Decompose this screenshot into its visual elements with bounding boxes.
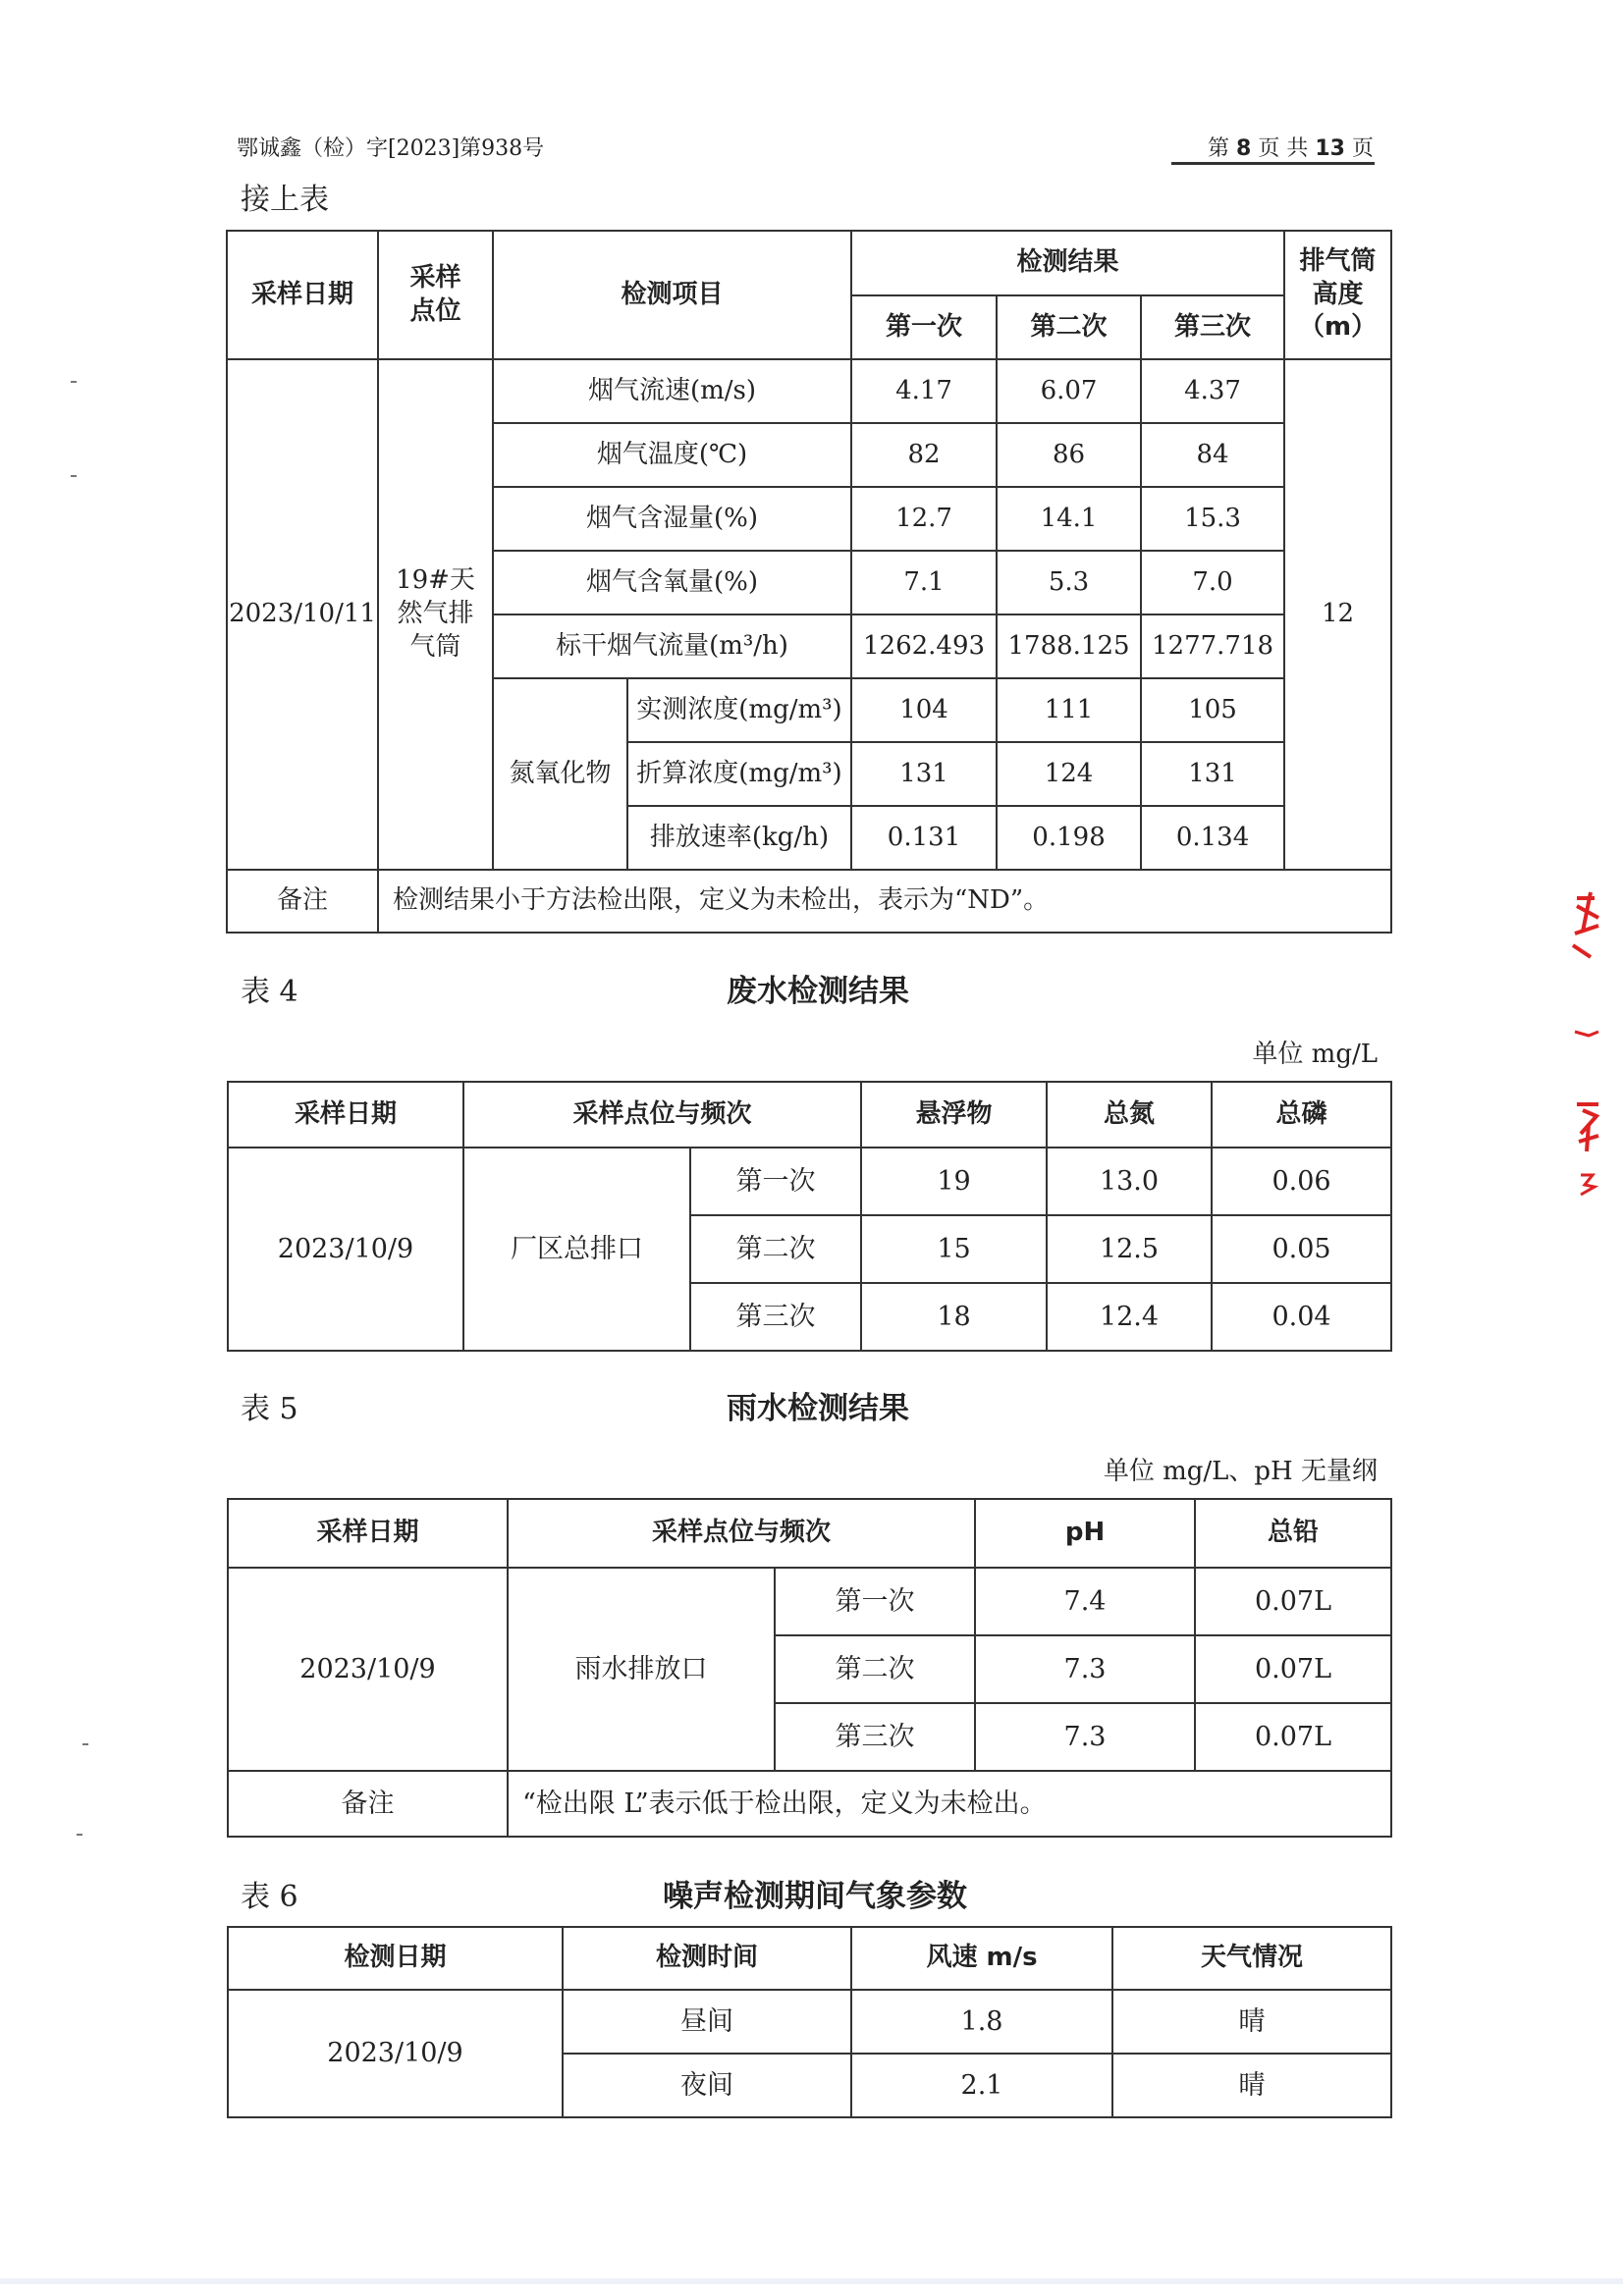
remark-row xyxy=(228,1771,1391,1837)
table5-unit: 单位 mg/L、pH 无量纲 xyxy=(1103,1457,1378,1486)
table4-number: 表 4 xyxy=(241,975,298,1009)
item-name: 烟气流速(m/s) xyxy=(493,359,851,423)
value-cell: 13.0 xyxy=(1047,1148,1212,1215)
stack-height-value: 12 xyxy=(1284,359,1391,870)
frequency: 第二次 xyxy=(775,1635,975,1703)
header-total-lead: 总铅 xyxy=(1195,1499,1391,1568)
page-mid: 页 共 xyxy=(1258,136,1309,161)
value-cell: 12.5 xyxy=(1047,1215,1212,1283)
value-cell: 104 xyxy=(851,678,997,742)
frequency: 第三次 xyxy=(775,1703,975,1771)
test-time: 夜间 xyxy=(563,2054,851,2117)
value-cell: 0.198 xyxy=(997,806,1141,870)
table-row xyxy=(228,1148,1391,1215)
header-second: 第二次 xyxy=(997,295,1141,359)
table-row xyxy=(227,359,1391,423)
value-cell: 0.07L xyxy=(1195,1635,1391,1703)
value-cell: 111 xyxy=(997,678,1141,742)
value-cell: 12.4 xyxy=(1047,1283,1212,1351)
header-point-frequency: 采样点位与频次 xyxy=(508,1499,975,1568)
scan-speck xyxy=(82,1743,88,1745)
table-row xyxy=(228,1568,1391,1635)
value-cell: 84 xyxy=(1141,423,1284,487)
page-total: 13 xyxy=(1315,136,1345,161)
seal-stroke-a xyxy=(1573,892,1598,957)
value-cell: 15 xyxy=(861,1215,1047,1283)
value-cell: 131 xyxy=(851,742,997,806)
item-name: 烟气含湿量(%) xyxy=(493,487,851,551)
value-cell: 7.4 xyxy=(975,1568,1195,1635)
header-test-date: 检测日期 xyxy=(228,1927,563,1990)
header-wind-speed: 风速 m/s xyxy=(851,1927,1112,1990)
header-suspended-solids: 悬浮物 xyxy=(861,1082,1047,1148)
header-first: 第一次 xyxy=(851,295,997,359)
exhaust-results-table xyxy=(226,230,1392,934)
item-name: 实测浓度(mg/m³) xyxy=(627,678,851,742)
header-ph: pH xyxy=(975,1499,1195,1568)
nox-group-label: 氮氧化物 xyxy=(493,678,627,870)
table5-number: 表 5 xyxy=(241,1392,298,1426)
test-time: 昼间 xyxy=(563,1990,851,2054)
value-cell: 4.17 xyxy=(851,359,997,423)
document-number: 鄂诚鑫（检）字[2023]第938号 xyxy=(237,136,545,161)
sample-date: 2023/10/9 xyxy=(228,1148,463,1351)
value-cell: 7.3 xyxy=(975,1635,1195,1703)
sample-point: 19#天然气排气筒 xyxy=(378,359,493,870)
remark-row xyxy=(227,870,1391,933)
frequency: 第三次 xyxy=(690,1283,861,1351)
frequency: 第一次 xyxy=(775,1568,975,1635)
table6-title: 噪声检测期间气象参数 xyxy=(663,1879,967,1914)
header-sample-point: 采样点位 xyxy=(378,231,493,359)
value-cell: 晴 xyxy=(1112,1990,1391,2054)
item-name: 排放速率(kg/h) xyxy=(627,806,851,870)
frequency: 第一次 xyxy=(690,1148,861,1215)
test-date: 2023/10/9 xyxy=(228,1990,563,2117)
header-total-phosphorus: 总磷 xyxy=(1212,1082,1391,1148)
header-rule xyxy=(1171,162,1375,165)
value-cell: 1.8 xyxy=(851,1990,1112,2054)
value-cell: 0.07L xyxy=(1195,1568,1391,1635)
remark-text: 检测结果小于方法检出限，定义为未检出，表示为“ND”。 xyxy=(378,870,1391,933)
scan-speck xyxy=(77,1834,82,1836)
value-cell: 2.1 xyxy=(851,2054,1112,2117)
table4-unit: 单位 mg/L xyxy=(1252,1040,1378,1069)
scan-speck xyxy=(71,381,77,383)
value-cell: 12.7 xyxy=(851,487,997,551)
value-cell: 18 xyxy=(861,1283,1047,1351)
continued-label: 接上表 xyxy=(241,183,329,217)
table6-number: 表 6 xyxy=(241,1880,298,1914)
value-cell: 4.37 xyxy=(1141,359,1284,423)
header-third: 第三次 xyxy=(1141,295,1284,359)
value-cell: 7.0 xyxy=(1141,551,1284,614)
wastewater-results-table xyxy=(227,1081,1392,1352)
item-name: 烟气含氧量(%) xyxy=(493,551,851,614)
value-cell: 82 xyxy=(851,423,997,487)
item-name: 烟气温度(℃) xyxy=(493,423,851,487)
seal-fragment xyxy=(1569,888,1608,1212)
table5-title: 雨水检测结果 xyxy=(727,1391,909,1426)
value-cell: 1788.125 xyxy=(997,614,1141,678)
table-row xyxy=(228,1990,1391,2054)
value-cell: 晴 xyxy=(1112,2054,1391,2117)
item-name: 标干烟气流量(m³/h) xyxy=(493,614,851,678)
value-cell: 105 xyxy=(1141,678,1284,742)
sample-date: 2023/10/11 xyxy=(227,359,378,870)
value-cell: 0.05 xyxy=(1212,1215,1391,1283)
value-cell: 15.3 xyxy=(1141,487,1284,551)
value-cell: 0.04 xyxy=(1212,1283,1391,1351)
header-results: 检测结果 xyxy=(851,231,1284,295)
header-test-item: 检测项目 xyxy=(493,231,851,359)
header-sample-date: 采样日期 xyxy=(228,1082,463,1148)
header-stack-height: 排气筒高度（m） xyxy=(1284,231,1391,359)
value-cell: 0.134 xyxy=(1141,806,1284,870)
remark-label: 备注 xyxy=(227,870,378,933)
page-suffix: 页 xyxy=(1351,136,1374,161)
remark-label: 备注 xyxy=(228,1771,508,1837)
header-test-time: 检测时间 xyxy=(563,1927,851,1990)
page-current: 8 xyxy=(1236,136,1252,161)
item-name: 折算浓度(mg/m³) xyxy=(627,742,851,806)
sample-point: 雨水排放口 xyxy=(508,1568,775,1771)
rainwater-results-table xyxy=(227,1498,1392,1838)
scan-speck xyxy=(71,475,77,477)
value-cell: 1277.718 xyxy=(1141,614,1284,678)
scan-bottom-edge xyxy=(0,2278,1623,2284)
value-cell: 7.3 xyxy=(975,1703,1195,1771)
header-point-frequency: 采样点位与频次 xyxy=(463,1082,861,1148)
page-indicator xyxy=(1171,132,1374,162)
value-cell: 6.07 xyxy=(997,359,1141,423)
page-prefix: 第 xyxy=(1208,136,1230,161)
seal-stroke-d xyxy=(1581,1175,1595,1195)
weather-parameters-table xyxy=(227,1926,1392,2118)
header-total-nitrogen: 总氮 xyxy=(1047,1082,1212,1148)
value-cell: 0.131 xyxy=(851,806,997,870)
seal-stroke-c xyxy=(1577,1104,1598,1151)
value-cell: 19 xyxy=(861,1148,1047,1215)
value-cell: 1262.493 xyxy=(851,614,997,678)
header-sample-date: 采样日期 xyxy=(227,231,378,359)
value-cell: 131 xyxy=(1141,742,1284,806)
seal-stroke-b xyxy=(1575,1032,1598,1036)
table4-title: 废水检测结果 xyxy=(727,974,909,1009)
value-cell: 0.06 xyxy=(1212,1148,1391,1215)
value-cell: 86 xyxy=(997,423,1141,487)
sample-date: 2023/10/9 xyxy=(228,1568,508,1771)
value-cell: 7.1 xyxy=(851,551,997,614)
value-cell: 124 xyxy=(997,742,1141,806)
value-cell: 0.07L xyxy=(1195,1703,1391,1771)
remark-text: “检出限 L”表示低于检出限，定义为未检出。 xyxy=(508,1771,1391,1837)
header-weather: 天气情况 xyxy=(1112,1927,1391,1990)
sample-point: 厂区总排口 xyxy=(463,1148,690,1351)
header-sample-date: 采样日期 xyxy=(228,1499,508,1568)
value-cell: 14.1 xyxy=(997,487,1141,551)
frequency: 第二次 xyxy=(690,1215,861,1283)
value-cell: 5.3 xyxy=(997,551,1141,614)
